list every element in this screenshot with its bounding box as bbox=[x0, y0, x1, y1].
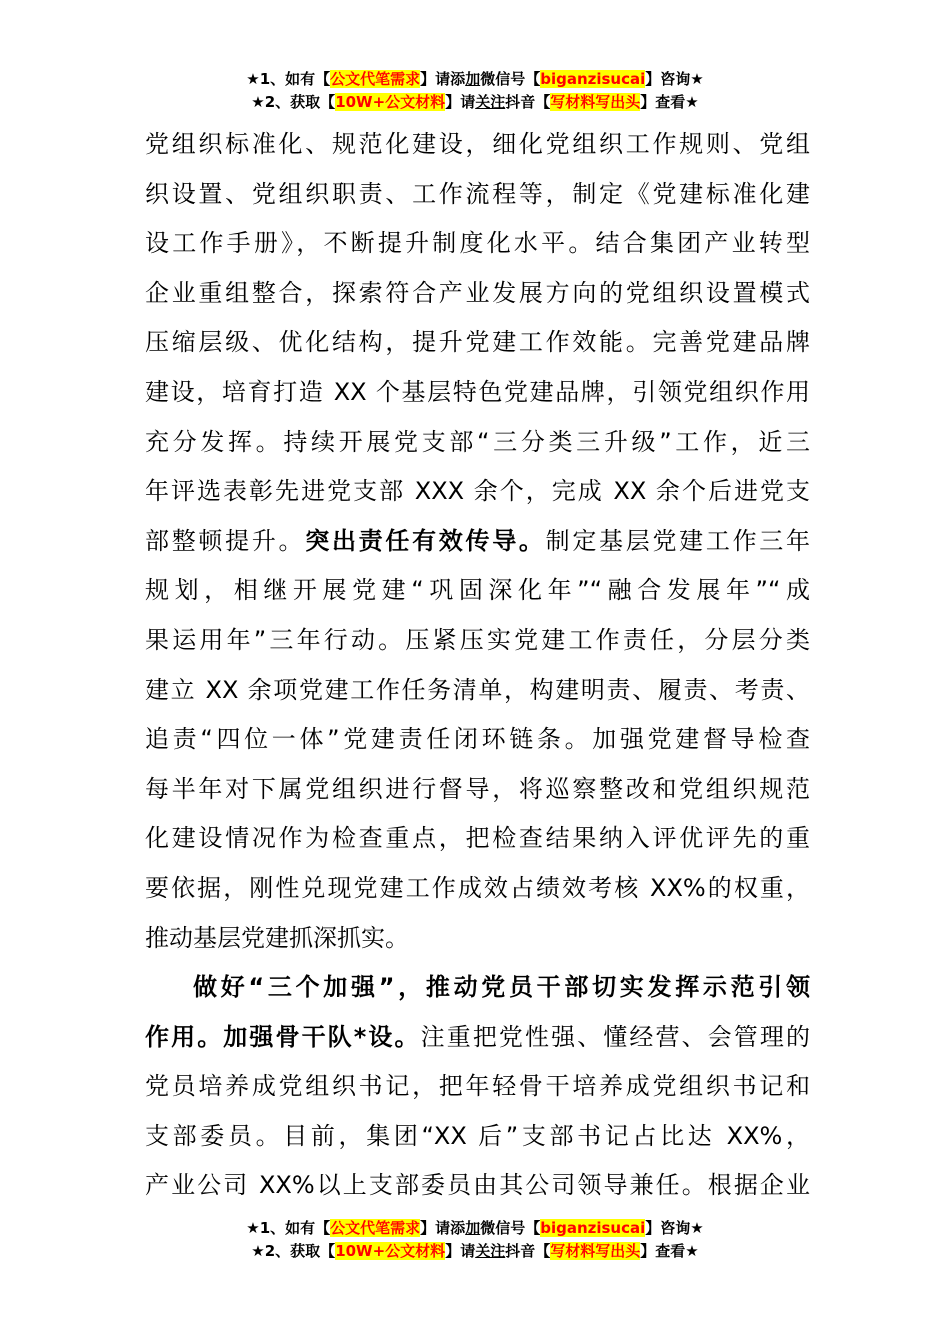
banner-line-2 bbox=[0, 1240, 950, 1263]
body-line: 年评选表彰先进党支部 XXX 余个，完成 XX 余个后进党支 bbox=[145, 477, 810, 506]
banner-highlight: 写材料写出头 bbox=[550, 1242, 641, 1260]
banner-text: ★1、如有【 bbox=[246, 1219, 331, 1237]
banner-underline: 关注 bbox=[475, 93, 506, 111]
section-heading: 做好“三个加强”，推动党员干部切实发挥示范引领 bbox=[193, 973, 810, 1002]
body-line: 设工作手册》，不断提升制度化水平。结合集团产业转型 bbox=[145, 229, 810, 258]
banner-line-1 bbox=[0, 1217, 950, 1240]
banner-highlight: 公文代笔需求 bbox=[330, 70, 421, 88]
body-line: 织设置、党组织职责、工作流程等，制定《党建标准化建 bbox=[145, 179, 810, 208]
inline-heading: 作用。加强骨干队*设。 bbox=[145, 1022, 421, 1051]
header-banner bbox=[0, 68, 950, 114]
banner-highlight: 写材料写出头 bbox=[550, 93, 641, 111]
body-text: 注重把党性强、懂经营、会管理的 bbox=[420, 1022, 810, 1051]
body-line: 支部委员。目前，集团“XX 后”支部书记占比达 XX%， bbox=[145, 1121, 810, 1150]
body-text: 部整顿提升。 bbox=[145, 526, 306, 555]
banner-text: 】请 bbox=[445, 93, 476, 111]
body-line-with-heading bbox=[145, 517, 810, 567]
banner-highlight: 公文代笔需求 bbox=[330, 1219, 421, 1237]
banner-text: 】请添 bbox=[420, 70, 466, 88]
body-line: 建立 XX 余项党建工作任务清单，构建明责、履责、考责、 bbox=[145, 675, 810, 704]
body-line: 压缩层级、优化结构，提升党建工作效能。完善党建品牌 bbox=[145, 328, 810, 357]
body-line-with-heading bbox=[145, 1013, 810, 1063]
banner-highlight: 10W+公文材料 bbox=[335, 1242, 446, 1260]
banner-text: 】咨询★ bbox=[645, 70, 704, 88]
body-line: 充分发挥。持续开展党支部“三分类三升级”工作，近三 bbox=[145, 427, 810, 456]
banner-highlight: biganzisucai bbox=[540, 1219, 646, 1237]
footer-banner bbox=[0, 1217, 950, 1263]
banner-text: 微信号【 bbox=[480, 70, 541, 88]
banner-text: 】咨询★ bbox=[645, 1219, 704, 1237]
body-line-last: 推动基层党建抓深抓实。 bbox=[145, 923, 409, 952]
banner-text: ★2、获取【 bbox=[251, 1242, 336, 1260]
banner-text: 】查看★ bbox=[640, 93, 699, 111]
banner-text: 】请添 bbox=[420, 1219, 466, 1237]
banner-underline: 关注 bbox=[475, 1242, 506, 1260]
body-line: 要依据，刚性兑现党建工作成效占绩效考核 XX%的权重， bbox=[145, 873, 810, 902]
banner-text: 】请 bbox=[445, 1242, 476, 1260]
body-line: 每半年对下属党组织进行督导，将巡察整改和党组织规范 bbox=[145, 774, 810, 803]
body-line: 果运用年”三年行动。压紧压实党建工作责任，分层分类 bbox=[145, 625, 810, 654]
banner-text: 】查看★ bbox=[640, 1242, 699, 1260]
banner-highlight: 10W+公文材料 bbox=[335, 93, 446, 111]
banner-text: ★1、如有【 bbox=[246, 70, 331, 88]
banner-highlight: biganzisucai bbox=[540, 70, 646, 88]
banner-text: 抖音【 bbox=[505, 93, 551, 111]
body-line: 追责“四位一体”党建责任闭环链条。加强党建督导检查 bbox=[145, 725, 810, 754]
body-line: 党员培养成党组织书记，把年轻骨干培养成党组织书记和 bbox=[145, 1072, 810, 1101]
body-line: 企业重组整合，探索符合产业发展方向的党组织设置模式 bbox=[145, 278, 810, 307]
banner-text: ★2、获取【 bbox=[251, 93, 336, 111]
body-line: 建设，培育打造 XX 个基层特色党建品牌，引领党组织作用 bbox=[145, 377, 810, 406]
banner-text: 微信号【 bbox=[480, 1219, 541, 1237]
body-text: 制定基层党建工作三年 bbox=[545, 526, 810, 555]
body-line: 产业公司 XX%以上支部委员由其公司领导兼任。根据企业 bbox=[145, 1171, 810, 1200]
banner-line-2 bbox=[0, 91, 950, 114]
body-line: 规划，相继开展党建“巩固深化年”“融合发展年”“成 bbox=[145, 576, 810, 605]
body-line: 党组织标准化、规范化建设，细化党组织工作规则、党组 bbox=[145, 130, 810, 158]
banner-underline: 加 bbox=[465, 1219, 481, 1237]
banner-text: 抖音【 bbox=[505, 1242, 551, 1260]
banner-line-1 bbox=[0, 68, 950, 91]
inline-heading: 突出责任有效传导。 bbox=[305, 526, 546, 555]
document-body bbox=[145, 120, 810, 1211]
banner-underline: 加 bbox=[465, 70, 481, 88]
body-line: 化建设情况作为检查重点，把检查结果纳入评优评先的重 bbox=[145, 824, 810, 853]
